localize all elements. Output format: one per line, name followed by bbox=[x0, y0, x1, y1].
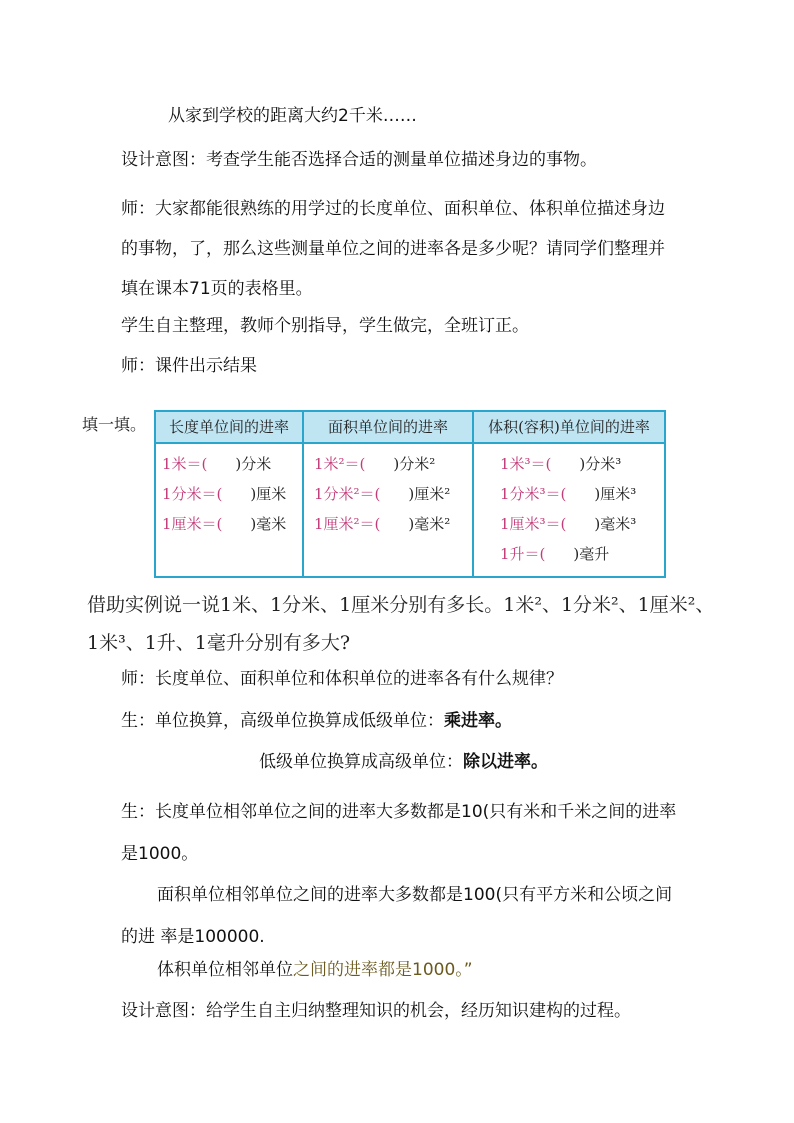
table-cell: 1米³＝( )分米³ bbox=[500, 455, 622, 473]
area-rule-paragraph: 面积单位相邻单位之间的进率大多数都是100(只有平方米和公顷之间的进 率是100000. bbox=[121, 885, 673, 947]
column-divider bbox=[472, 412, 474, 576]
teacher-line-3: 师：长度单位、面积单位和体积单位的进率各有什么规律？ bbox=[121, 669, 563, 689]
teacher-line-2: 师：课件出示结果 bbox=[121, 356, 257, 376]
student-line-1b-text: 低级单位换算成高级单位： bbox=[259, 752, 463, 772]
example-question-line-1: 借助实例说一说1米、1分米、1厘米分别有多长。1米²、1分米²、1厘米²、 bbox=[87, 594, 715, 616]
header-area: 面积单位间的进率 bbox=[327, 418, 448, 436]
table-cell: 1分米²＝( )厘米² bbox=[314, 485, 451, 503]
header-divider bbox=[156, 442, 664, 444]
volume-rule-highlight: 之间的进率都是1000。” bbox=[293, 960, 473, 980]
table-cell: 1米²＝( )分米² bbox=[314, 455, 436, 473]
table-cell: 1厘米³＝( )毫米³ bbox=[500, 515, 637, 533]
table-cell: 1米＝( )分米 bbox=[162, 455, 272, 473]
student-line-1 bbox=[121, 709, 512, 733]
intro-line: 从家到学校的距离大约2千米…… bbox=[168, 106, 417, 126]
table-cell: 1分米＝( )厘米 bbox=[162, 485, 287, 503]
student-line-1-emphasis: 乘进率。 bbox=[444, 711, 512, 731]
fill-in-label: 填一填。 bbox=[82, 415, 147, 434]
table-cell: 1厘米²＝( )毫米² bbox=[314, 515, 451, 533]
table-cell: 1厘米＝( )毫米 bbox=[162, 515, 287, 533]
student-line-1b bbox=[259, 750, 548, 774]
table-cell: 1升＝( )毫升 bbox=[500, 545, 610, 563]
header-length: 长度单位间的进率 bbox=[168, 418, 289, 436]
header-volume: 体积(容积)单位间的进率 bbox=[488, 418, 650, 436]
teacher-paragraph-1: 师：大家都能很熟练的用学过的长度单位、面积单位、体积单位描述身边的事物，了，那么这些测量单位之间的进率各是多少呢？请同学们整理并填在课本71页的表格里。 bbox=[121, 199, 665, 299]
table-cell: 1分米³＝( )厘米³ bbox=[500, 485, 637, 503]
volume-rule-line bbox=[157, 958, 473, 982]
student-paragraph-2: 生：长度单位相邻单位之间的进率大多数都是10(只有米和千米之间的进率是1000。 bbox=[121, 802, 677, 864]
student-line-1b-emphasis: 除以进率。 bbox=[463, 752, 548, 772]
student-work-line: 学生自主整理，教师个别指导，学生做完，全班订正。 bbox=[121, 316, 529, 336]
design-intent-2: 设计意图：给学生自主归纳整理知识的机会，经历知识建构的过程。 bbox=[121, 1001, 631, 1021]
example-question-line-2: 1米³、1升、1毫升分别有多大? bbox=[87, 632, 351, 654]
student-line-1-text: 生：单位换算，高级单位换算成低级单位： bbox=[121, 711, 444, 731]
column-divider bbox=[302, 412, 304, 576]
unit-rate-table bbox=[154, 410, 666, 578]
volume-rule-text: 体积单位相邻单位 bbox=[157, 960, 293, 980]
design-intent-1: 设计意图：考查学生能否选择合适的测量单位描述身边的事物。 bbox=[121, 150, 597, 170]
